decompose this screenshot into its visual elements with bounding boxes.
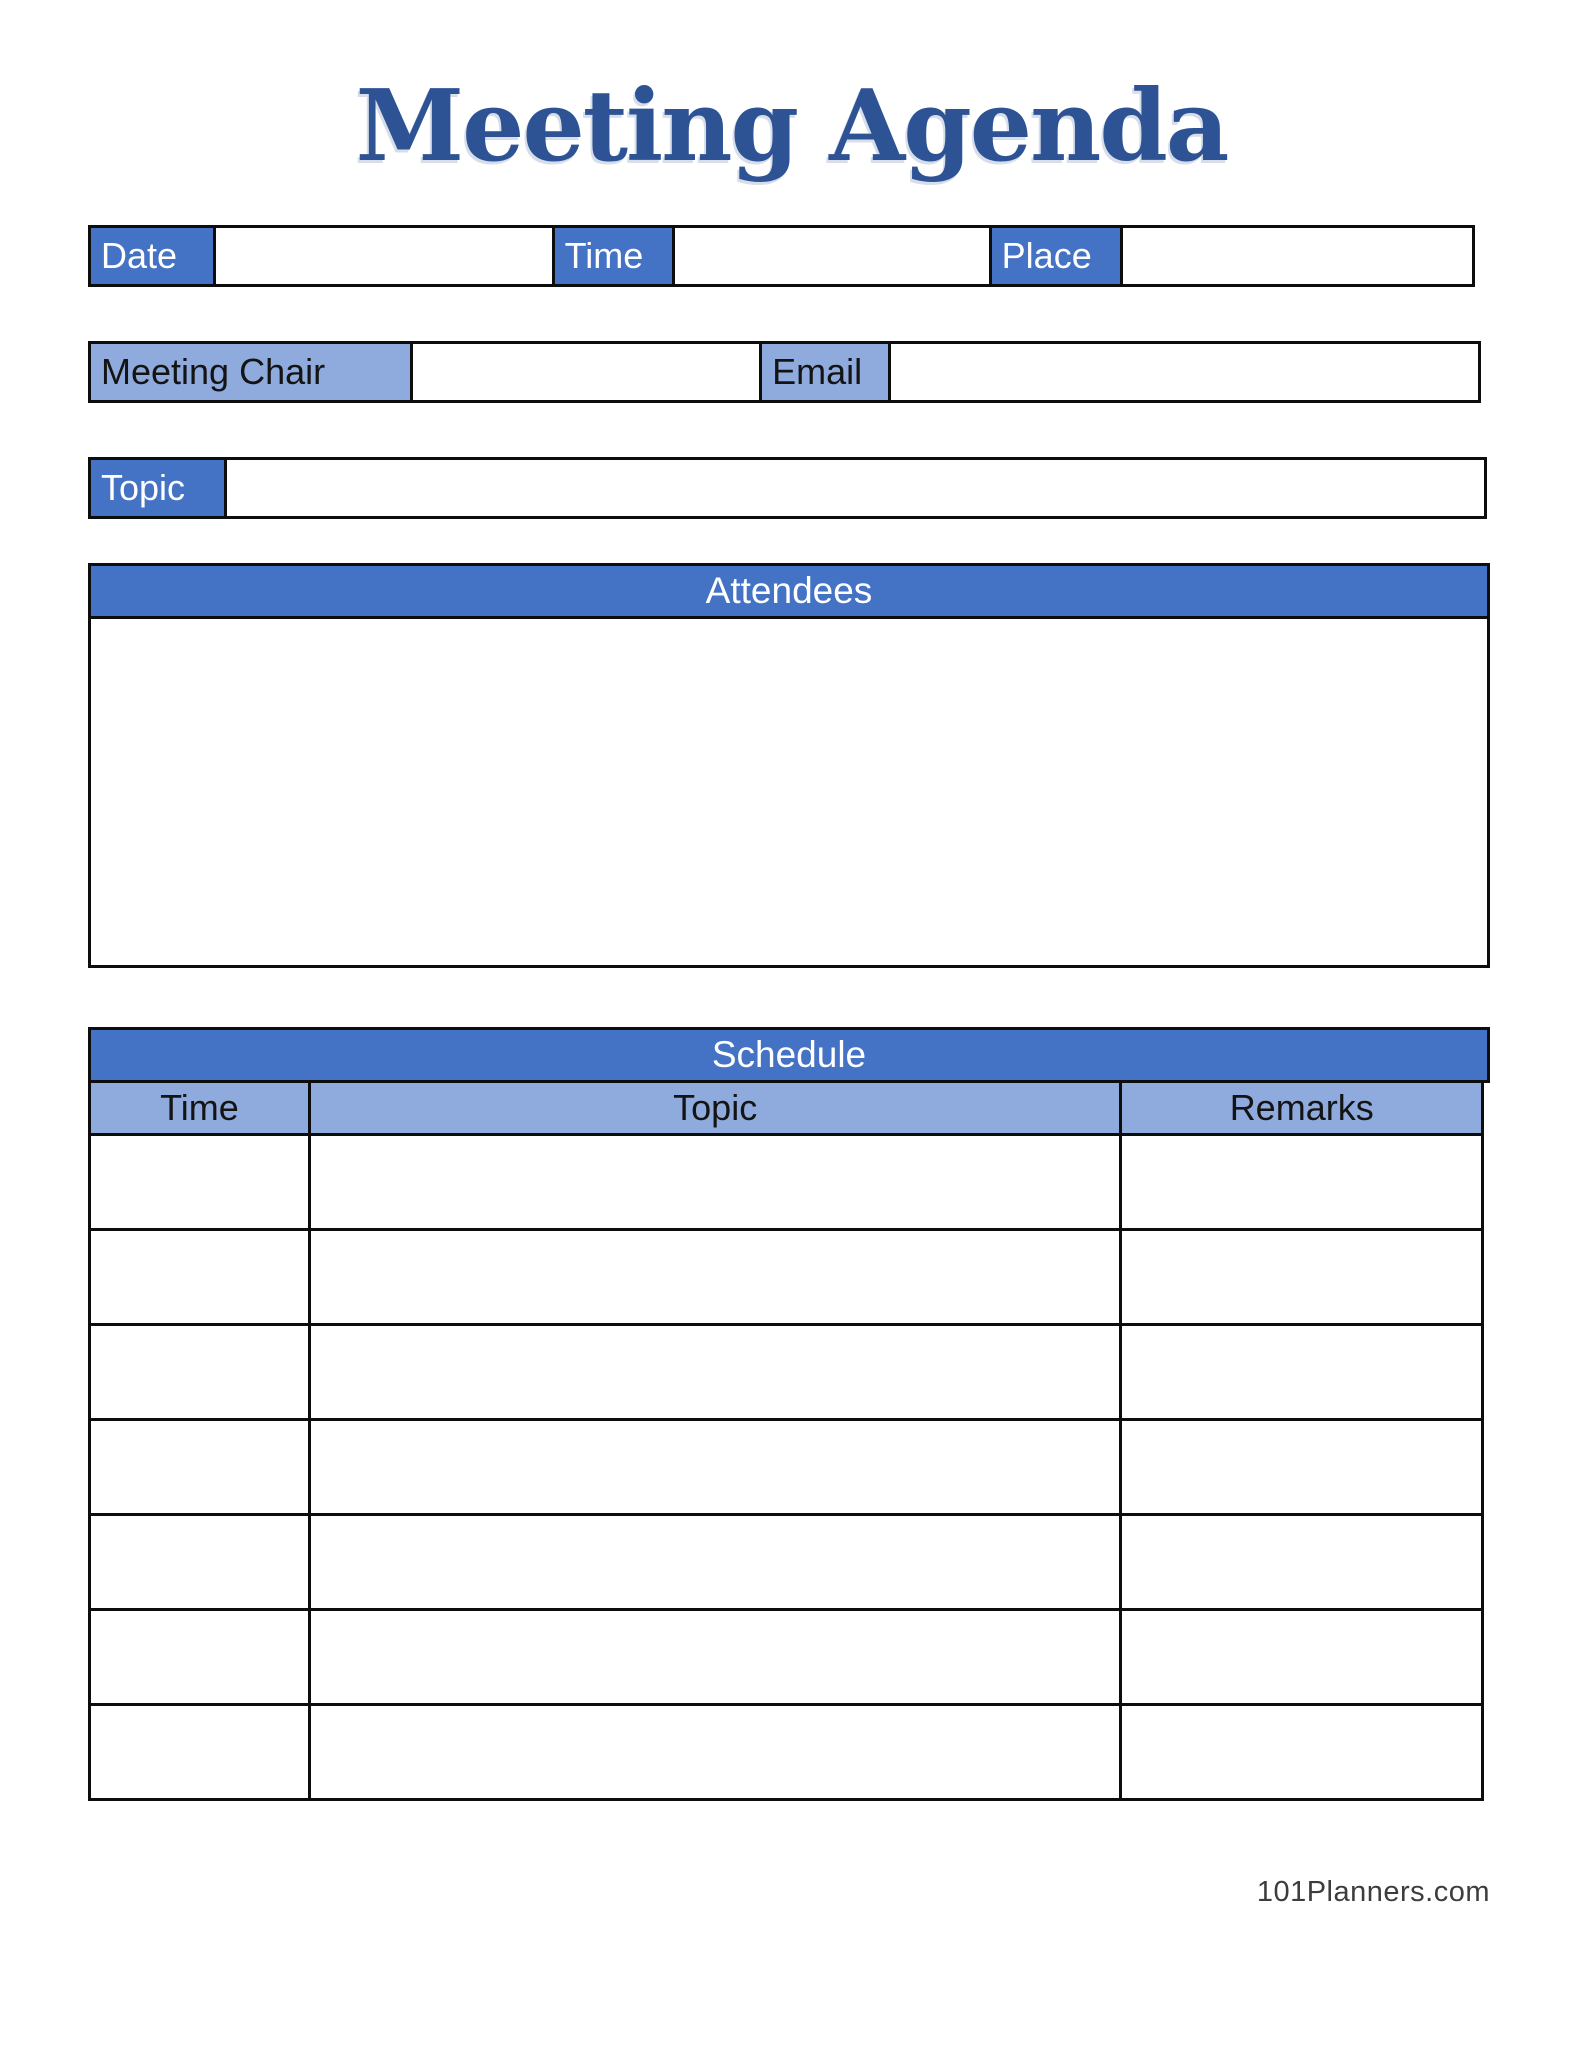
schedule-cell-topic[interactable] <box>308 1323 1123 1421</box>
schedule-section <box>88 1027 1490 1801</box>
schedule-cell-remarks[interactable] <box>1119 1228 1484 1326</box>
schedule-col-header-remarks: Remarks <box>1119 1080 1484 1136</box>
page-title: Meeting Agenda <box>355 69 1228 184</box>
attendees-section <box>88 563 1490 968</box>
schedule-cell-remarks[interactable] <box>1119 1418 1484 1516</box>
schedule-cell-time[interactable] <box>88 1133 311 1231</box>
meeting-chair-label: Meeting Chair <box>88 341 413 403</box>
schedule-cell-topic[interactable] <box>308 1608 1123 1706</box>
schedule-column-headers <box>88 1080 1490 1136</box>
schedule-row <box>88 1133 1490 1231</box>
schedule-cell-remarks[interactable] <box>1119 1133 1484 1231</box>
schedule-col-header-topic: Topic <box>308 1080 1123 1136</box>
schedule-col-header-time: Time <box>88 1080 311 1136</box>
schedule-cell-remarks[interactable] <box>1119 1323 1484 1421</box>
schedule-cell-topic[interactable] <box>308 1513 1123 1611</box>
meeting-chair-field[interactable] <box>410 341 762 403</box>
email-field[interactable] <box>888 341 1481 403</box>
schedule-cell-time[interactable] <box>88 1418 311 1516</box>
info-row-date-time-place <box>88 225 1490 287</box>
schedule-row <box>88 1228 1490 1326</box>
place-field[interactable] <box>1120 225 1475 287</box>
schedule-rows <box>88 1133 1490 1801</box>
time-field[interactable] <box>672 225 992 287</box>
schedule-cell-topic[interactable] <box>308 1133 1123 1231</box>
date-label: Date <box>88 225 216 287</box>
schedule-row <box>88 1703 1490 1801</box>
schedule-cell-topic[interactable] <box>308 1418 1123 1516</box>
place-label: Place <box>989 225 1124 287</box>
schedule-cell-remarks[interactable] <box>1119 1703 1484 1801</box>
email-label: Email <box>759 341 891 403</box>
schedule-row <box>88 1418 1490 1516</box>
schedule-cell-time[interactable] <box>88 1703 311 1801</box>
date-field[interactable] <box>213 225 555 287</box>
schedule-cell-remarks[interactable] <box>1119 1608 1484 1706</box>
schedule-header: Schedule <box>88 1027 1490 1083</box>
footer-site-link: 101Planners.com <box>1256 1876 1490 1908</box>
schedule-cell-time[interactable] <box>88 1323 311 1421</box>
time-label: Time <box>552 225 675 287</box>
attendees-input-area[interactable] <box>88 616 1490 968</box>
schedule-cell-remarks[interactable] <box>1119 1513 1484 1611</box>
schedule-cell-topic[interactable] <box>308 1703 1123 1801</box>
topic-label: Topic <box>88 457 227 519</box>
schedule-row <box>88 1513 1490 1611</box>
schedule-row <box>88 1608 1490 1706</box>
schedule-cell-time[interactable] <box>88 1608 311 1706</box>
schedule-cell-topic[interactable] <box>308 1228 1123 1326</box>
schedule-cell-time[interactable] <box>88 1513 311 1611</box>
schedule-cell-time[interactable] <box>88 1228 311 1326</box>
topic-field[interactable] <box>224 457 1487 519</box>
schedule-row <box>88 1323 1490 1421</box>
info-row-chair-email <box>88 341 1490 403</box>
info-row-topic <box>88 457 1490 519</box>
attendees-header: Attendees <box>88 563 1490 619</box>
